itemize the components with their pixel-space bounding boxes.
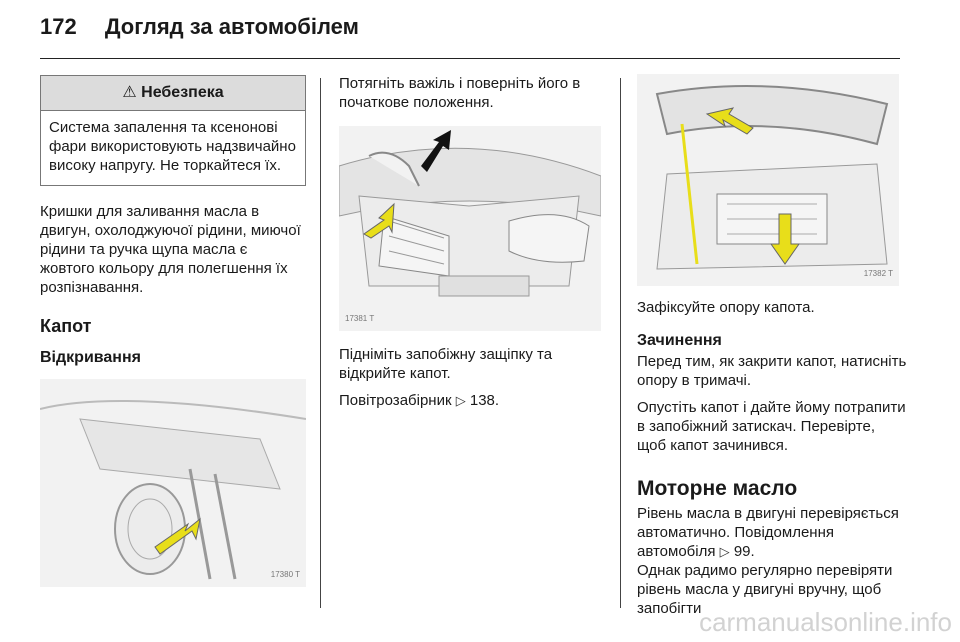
- watermark: carmanualsonline.info: [699, 607, 952, 637]
- paragraph-air-intake: Повітрозабірник ▷ 138.: [339, 392, 500, 409]
- paragraph-pull-lever: Потягніть важіль і поверніть його в початкове положення.: [339, 75, 581, 111]
- column-2: [339, 74, 605, 418]
- figure-safety-catch: [339, 126, 601, 331]
- column-1: [40, 74, 306, 587]
- paragraph-caps: Кришки для заливання масла в двигун, охолоджуючої рідини, миючої рідини та ручка щупа масла є жовтого кольору для полегшення їх розпізнавання.: [40, 203, 301, 296]
- figure-hood-support: [637, 74, 899, 286]
- paragraph-oil-level: Рівень масла в двигуні перевіряється автоматично. Повідомлення автомобіля ▷ 99.: [637, 505, 899, 560]
- column-3: [637, 74, 907, 626]
- page-ref-link[interactable]: 99.: [733, 543, 755, 560]
- page-ref-icon: ▷: [455, 393, 466, 408]
- heading-closing: Зачинення: [637, 332, 722, 349]
- figure-release-lever: [40, 379, 306, 587]
- paragraph-press-support: Перед тим, як закрити капот, натисніть опору в тримачі.: [637, 353, 907, 389]
- paragraph-lift-catch: Підніміть запобіжну защіпку та відкрийте капот.: [339, 346, 553, 382]
- page-header: [40, 14, 359, 40]
- warning-text: Система запалення та ксенонові фари використовують надзвичайно високу напругу. Не торкайтеся їх.: [49, 119, 296, 174]
- page-ref-link[interactable]: 138.: [469, 392, 500, 409]
- figure-code: 17382 T: [863, 269, 893, 278]
- page-title: Догляд за автомобілем: [104, 14, 359, 39]
- warning-title: ⚠ Небезпека: [41, 76, 305, 111]
- figure-code: 17381 T: [345, 314, 375, 323]
- heading-engine-oil: Моторне масло: [637, 477, 798, 500]
- heading-opening: Відкривання: [40, 349, 141, 366]
- figure-code: 17380 T: [270, 570, 300, 579]
- paragraph-lower-hood: Опустіть капот і дайте йому потрапити в запобіжний затискач. Перевірте, щоб капот зачинився.: [637, 399, 906, 454]
- heading-hood: Капот: [40, 316, 92, 336]
- paragraph-check-manually: Однак радимо регулярно перевіряти рівень масла у двигуні вручну, щоб запобігти: [637, 562, 893, 617]
- column-divider: [320, 78, 321, 608]
- page-ref-icon: ▷: [719, 544, 730, 559]
- header-rule: [40, 58, 900, 59]
- column-divider: [620, 78, 621, 608]
- warning-box: [40, 75, 306, 186]
- page-number: 172: [40, 14, 77, 39]
- warning-triangle-icon: ⚠: [122, 84, 137, 101]
- paragraph-fix-support: Зафіксуйте опору капота.: [637, 299, 815, 316]
